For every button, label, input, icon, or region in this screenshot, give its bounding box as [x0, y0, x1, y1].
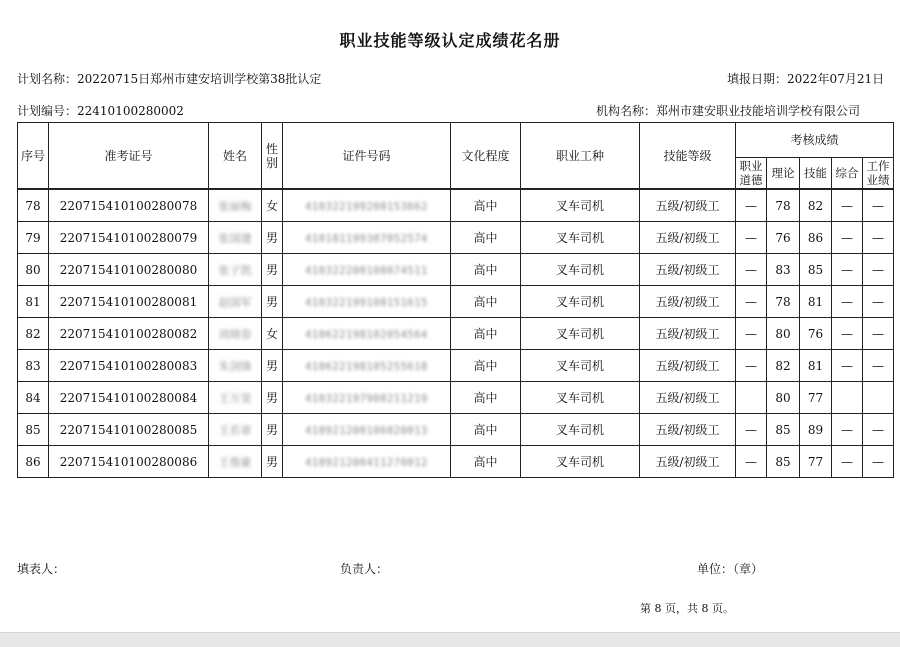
cell-id	[283, 446, 451, 478]
cell-name	[209, 414, 262, 446]
cell-id	[283, 286, 451, 318]
cell-gender: 男	[262, 414, 283, 446]
cell-skill: 76	[800, 318, 832, 350]
cell-ticket: 220715410100280081	[49, 286, 209, 318]
cell-edu: 高中	[451, 446, 521, 478]
plan-number	[17, 102, 184, 119]
cell-seq: 80	[18, 254, 49, 286]
cell-edu: 高中	[451, 189, 521, 222]
redacted-id: 410322200108074511	[305, 264, 428, 277]
cell-ethics: —	[736, 222, 767, 254]
cell-overall: —	[832, 222, 863, 254]
score-roster-table	[17, 122, 894, 478]
cell-work: —	[863, 446, 894, 478]
redacted-id: 410181199307052574	[305, 232, 428, 245]
table-row	[18, 254, 894, 286]
table-row	[18, 382, 894, 414]
cell-ticket: 220715410100280079	[49, 222, 209, 254]
cell-gender: 男	[262, 382, 283, 414]
cell-skill: 86	[800, 222, 832, 254]
cell-gender: 男	[262, 350, 283, 382]
cell-level: 五级/初级工	[640, 222, 736, 254]
org-name-value: 郑州市建安职业技能培训学校有限公司	[656, 104, 861, 118]
cell-ethics	[736, 382, 767, 414]
cell-job: 叉车司机	[521, 318, 640, 350]
page-indicator: 第 8 页，共 8 页。	[640, 602, 734, 615]
cell-level: 五级/初级工	[640, 286, 736, 318]
redacted-name: 张丽梅	[218, 199, 252, 213]
cell-ethics: —	[736, 189, 767, 222]
cell-work: —	[863, 286, 894, 318]
cell-level: 五级/初级工	[640, 350, 736, 382]
cell-ticket: 220715410100280078	[49, 189, 209, 222]
col-edu: 文化程度	[451, 123, 521, 190]
cell-gender: 男	[262, 286, 283, 318]
cell-skill: 81	[800, 350, 832, 382]
cell-theory: 85	[767, 414, 800, 446]
redacted-id: 410322199108151615	[305, 296, 428, 309]
cell-name	[209, 446, 262, 478]
cell-gender: 女	[262, 318, 283, 350]
redacted-name: 张国建	[218, 231, 252, 245]
cell-edu: 高中	[451, 286, 521, 318]
redacted-name: 周晓春	[218, 327, 252, 341]
cell-job: 叉车司机	[521, 189, 640, 222]
cell-skill: 85	[800, 254, 832, 286]
cell-name	[209, 318, 262, 350]
redacted-name: 朱剑锋	[218, 359, 252, 373]
col-overall: 综合	[832, 158, 863, 190]
cell-edu: 高中	[451, 254, 521, 286]
cell-overall: —	[832, 189, 863, 222]
cell-level: 五级/初级工	[640, 189, 736, 222]
redacted-id: 410322199208153662	[305, 200, 428, 213]
cell-ticket: 220715410100280086	[49, 446, 209, 478]
redacted-name: 王若章	[218, 423, 252, 437]
cell-edu: 高中	[451, 350, 521, 382]
cell-edu: 高中	[451, 382, 521, 414]
col-level: 技能等级	[640, 123, 736, 190]
cell-level: 五级/初级工	[640, 254, 736, 286]
cell-seq: 82	[18, 318, 49, 350]
cell-job: 叉车司机	[521, 254, 640, 286]
col-name: 姓名	[209, 123, 262, 190]
cell-gender: 男	[262, 222, 283, 254]
table-row	[18, 189, 894, 222]
cell-ethics: —	[736, 318, 767, 350]
cell-id	[283, 350, 451, 382]
cell-skill: 89	[800, 414, 832, 446]
cell-overall: —	[832, 254, 863, 286]
cell-level: 五级/初级工	[640, 382, 736, 414]
col-ethics: 职业道德	[736, 158, 767, 190]
redacted-name: 张子凯	[218, 263, 252, 277]
cell-name	[209, 189, 262, 222]
cell-gender: 女	[262, 189, 283, 222]
cell-ticket: 220715410100280083	[49, 350, 209, 382]
cell-ethics: —	[736, 446, 767, 478]
cell-job: 叉车司机	[521, 382, 640, 414]
cell-work: —	[863, 350, 894, 382]
cell-overall: —	[832, 446, 863, 478]
unit-seal-label: 单位：（章）	[697, 562, 764, 576]
cell-skill: 82	[800, 189, 832, 222]
report-date	[727, 70, 884, 87]
plan-name-label: 计划名称：	[17, 72, 78, 86]
redacted-name: 王万里	[218, 391, 252, 405]
viewer-bottom-bar	[0, 632, 900, 647]
cell-overall: —	[832, 318, 863, 350]
cell-work: —	[863, 318, 894, 350]
redacted-id: 410921200106020013	[305, 424, 428, 437]
col-skill: 技能	[800, 158, 832, 190]
cell-work: —	[863, 414, 894, 446]
cell-name	[209, 350, 262, 382]
org-name	[596, 102, 860, 119]
page-title: 职业技能等级认定成绩花名册	[339, 31, 561, 50]
redacted-id: 410322197908211219	[305, 392, 428, 405]
cell-ethics: —	[736, 350, 767, 382]
cell-job: 叉车司机	[521, 414, 640, 446]
cell-seq: 81	[18, 286, 49, 318]
cell-gender: 男	[262, 254, 283, 286]
cell-ticket: 220715410100280085	[49, 414, 209, 446]
report-date-label: 填报日期：	[727, 72, 788, 86]
cell-seq: 79	[18, 222, 49, 254]
cell-theory: 78	[767, 286, 800, 318]
cell-theory: 83	[767, 254, 800, 286]
cell-seq: 78	[18, 189, 49, 222]
cell-overall: —	[832, 286, 863, 318]
cell-gender: 男	[262, 446, 283, 478]
col-job: 职业工种	[521, 123, 640, 190]
cell-id	[283, 222, 451, 254]
cell-overall	[832, 382, 863, 414]
cell-seq: 83	[18, 350, 49, 382]
report-date-value: 2022年07月21日	[787, 72, 885, 86]
cell-ticket: 220715410100280082	[49, 318, 209, 350]
cell-name	[209, 254, 262, 286]
redacted-name: 王俊豪	[218, 455, 252, 469]
cell-overall: —	[832, 414, 863, 446]
cell-skill: 81	[800, 286, 832, 318]
cell-name	[209, 222, 262, 254]
cell-work: —	[863, 189, 894, 222]
table-row	[18, 222, 894, 254]
cell-seq: 84	[18, 382, 49, 414]
table-row	[18, 414, 894, 446]
table-row	[18, 318, 894, 350]
table-row	[18, 350, 894, 382]
cell-skill: 77	[800, 382, 832, 414]
table-row	[18, 286, 894, 318]
cell-edu: 高中	[451, 318, 521, 350]
cell-job: 叉车司机	[521, 222, 640, 254]
col-assess: 考核成绩	[736, 123, 894, 158]
cell-id	[283, 189, 451, 222]
cell-level: 五级/初级工	[640, 318, 736, 350]
owner-label: 负责人：	[340, 562, 389, 576]
cell-theory: 80	[767, 318, 800, 350]
cell-id	[283, 382, 451, 414]
cell-level: 五级/初级工	[640, 414, 736, 446]
cell-seq: 86	[18, 446, 49, 478]
cell-name	[209, 382, 262, 414]
cell-work: —	[863, 222, 894, 254]
table-row	[18, 446, 894, 478]
cell-theory: 80	[767, 382, 800, 414]
cell-skill: 77	[800, 446, 832, 478]
col-gender: 性别	[262, 123, 283, 190]
cell-ethics: —	[736, 254, 767, 286]
cell-theory: 85	[767, 446, 800, 478]
cell-theory: 82	[767, 350, 800, 382]
cell-job: 叉车司机	[521, 286, 640, 318]
col-work: 工作业绩	[863, 158, 894, 190]
cell-id	[283, 414, 451, 446]
org-name-label: 机构名称：	[596, 104, 657, 118]
cell-id	[283, 318, 451, 350]
redacted-id: 410622198102054564	[305, 328, 428, 341]
table-header-row	[18, 123, 894, 158]
cell-job: 叉车司机	[521, 446, 640, 478]
redacted-id: 410622198105255618	[305, 360, 428, 373]
plan-name-value: 20220715日郑州市建安培训学校第38批认定	[77, 72, 322, 86]
plan-name	[17, 70, 321, 87]
cell-theory: 76	[767, 222, 800, 254]
cell-name	[209, 286, 262, 318]
cell-edu: 高中	[451, 222, 521, 254]
cell-overall: —	[832, 350, 863, 382]
cell-work	[863, 382, 894, 414]
col-seq: 序号	[18, 123, 49, 190]
cell-seq: 85	[18, 414, 49, 446]
cell-level: 五级/初级工	[640, 446, 736, 478]
plan-number-value: 22410100280002	[77, 104, 184, 118]
cell-work: —	[863, 254, 894, 286]
col-id: 证件号码	[283, 123, 451, 190]
cell-job: 叉车司机	[521, 350, 640, 382]
redacted-id: 410921200411270012	[305, 456, 428, 469]
cell-ethics: —	[736, 286, 767, 318]
plan-number-label: 计划编号：	[17, 104, 78, 118]
col-theory: 理论	[767, 158, 800, 190]
cell-ticket: 220715410100280084	[49, 382, 209, 414]
cell-ethics: —	[736, 414, 767, 446]
cell-edu: 高中	[451, 414, 521, 446]
cell-id	[283, 254, 451, 286]
col-ticket: 准考证号	[49, 123, 209, 190]
redacted-name: 赵国军	[218, 295, 252, 309]
filler-label: 填表人：	[17, 562, 66, 576]
cell-ticket: 220715410100280080	[49, 254, 209, 286]
cell-theory: 78	[767, 189, 800, 222]
